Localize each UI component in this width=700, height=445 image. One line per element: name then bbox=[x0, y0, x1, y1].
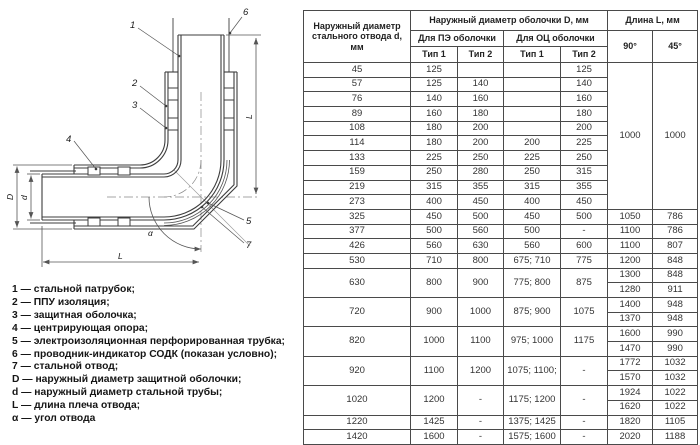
table-cell: 1100 bbox=[608, 224, 653, 239]
header-steel-diameter: Наружный диаметр стального отвода d, мм bbox=[304, 11, 411, 63]
legend bbox=[12, 284, 304, 426]
table-cell: 1420 bbox=[304, 430, 411, 445]
callout-dots bbox=[95, 32, 232, 209]
table-cell: 1425 bbox=[411, 415, 458, 430]
legend-item: d — наружный диаметр стальной трубы; bbox=[12, 387, 223, 399]
table-cell: 990 bbox=[653, 327, 698, 342]
table-cell: 125 bbox=[561, 63, 608, 78]
table-cell: 848 bbox=[653, 268, 698, 283]
table-cell: 250 bbox=[411, 165, 458, 180]
table-cell: 325 bbox=[304, 209, 411, 224]
table-row bbox=[304, 268, 698, 283]
table-cell: 180 bbox=[561, 107, 608, 122]
table-cell: 250 bbox=[504, 165, 561, 180]
table-row bbox=[304, 386, 698, 401]
table-cell: 1000 bbox=[458, 298, 504, 327]
header-casing-diameter: Наружный диаметр оболочки D, мм bbox=[411, 11, 608, 31]
table-cell: 1575; 1600 bbox=[504, 430, 561, 445]
table-cell: 775; 800 bbox=[504, 268, 561, 297]
table-cell: 800 bbox=[458, 253, 504, 268]
table-cell: 1175; 1200 bbox=[504, 386, 561, 415]
table-cell: 450 bbox=[458, 195, 504, 210]
table-cell: - bbox=[561, 430, 608, 445]
table-cell: 450 bbox=[411, 209, 458, 224]
table-cell: 800 bbox=[411, 268, 458, 297]
table-cell: - bbox=[561, 356, 608, 385]
table-cell: 400 bbox=[504, 195, 561, 210]
table-cell: 315 bbox=[504, 180, 561, 195]
table-cell: 530 bbox=[304, 253, 411, 268]
dim-label-d: d bbox=[19, 195, 29, 200]
table-cell: 426 bbox=[304, 239, 411, 254]
table-cell: - bbox=[561, 224, 608, 239]
table-cell: 500 bbox=[411, 224, 458, 239]
callout-5: 5 bbox=[246, 216, 252, 227]
table-cell: 1820 bbox=[608, 415, 653, 430]
table-cell: 1105 bbox=[653, 415, 698, 430]
header-length: Длина L, мм bbox=[608, 11, 698, 31]
table-cell: 140 bbox=[411, 92, 458, 107]
table-cell: 200 bbox=[458, 121, 504, 136]
miter-line bbox=[174, 170, 250, 246]
table-cell: 630 bbox=[458, 239, 504, 254]
table-cell: 225 bbox=[504, 151, 561, 166]
table-cell: 2020 bbox=[608, 430, 653, 445]
callout-3: 3 bbox=[132, 100, 138, 111]
table-cell: 1000 bbox=[411, 327, 458, 356]
table-cell: 720 bbox=[304, 298, 411, 327]
dim-label-D: D bbox=[5, 193, 15, 200]
table-cell: - bbox=[561, 415, 608, 430]
table-cell: 180 bbox=[411, 136, 458, 151]
table-cell: 125 bbox=[411, 63, 458, 78]
table-cell bbox=[504, 77, 561, 92]
table-cell: 900 bbox=[458, 268, 504, 297]
legend-item: D — наружный диаметр защитной оболочки; bbox=[12, 374, 242, 386]
table-cell: 675; 710 bbox=[504, 253, 561, 268]
table-cell: - bbox=[561, 386, 608, 415]
table-cell: 1000 bbox=[653, 63, 698, 210]
table-row bbox=[304, 415, 698, 430]
table-cell: 1075; 1100; bbox=[504, 356, 561, 385]
table-cell: 133 bbox=[304, 151, 411, 166]
table-cell bbox=[504, 121, 561, 136]
table-cell: 1032 bbox=[653, 371, 698, 386]
table-cell: 630 bbox=[304, 268, 411, 297]
table-cell: 76 bbox=[304, 92, 411, 107]
table-cell: 1400 bbox=[608, 298, 653, 313]
table-cell: 1032 bbox=[653, 356, 698, 371]
table-cell: 1100 bbox=[458, 327, 504, 356]
header-pe-type1: Тип 1 bbox=[411, 47, 458, 63]
table-cell: 200 bbox=[561, 121, 608, 136]
table-cell: 1188 bbox=[653, 430, 698, 445]
table-cell: 786 bbox=[653, 224, 698, 239]
table-cell: 848 bbox=[653, 253, 698, 268]
legend-item: 5 — электроизоляционная перфорированная трубка; bbox=[12, 335, 285, 347]
table-cell: 1220 bbox=[304, 415, 411, 430]
table-cell: 1924 bbox=[608, 386, 653, 401]
legend-item: α — угол отвода bbox=[12, 413, 96, 425]
table-cell: 1100 bbox=[411, 356, 458, 385]
table-row bbox=[304, 224, 698, 239]
table-cell: 89 bbox=[304, 107, 411, 122]
table-cell: 500 bbox=[458, 209, 504, 224]
table-cell: 160 bbox=[458, 92, 504, 107]
header-oc-type1: Тип 1 bbox=[504, 47, 561, 63]
spec-table-panel bbox=[303, 10, 698, 445]
table-cell: 57 bbox=[304, 77, 411, 92]
table-cell: 1600 bbox=[608, 327, 653, 342]
table-cell: 1600 bbox=[411, 430, 458, 445]
callout-4: 4 bbox=[66, 134, 72, 145]
table-cell: 1022 bbox=[653, 386, 698, 401]
callout-leaders bbox=[74, 17, 244, 243]
table-cell bbox=[458, 63, 504, 78]
table-cell: 990 bbox=[653, 342, 698, 357]
table-cell: 1375; 1425 bbox=[504, 415, 561, 430]
legend-item: 6 — проводник-индикатор СОДК (показан условно); bbox=[12, 348, 278, 360]
table-cell: 160 bbox=[411, 107, 458, 122]
header-90deg: 90° bbox=[608, 31, 653, 63]
elbow-drawing-panel bbox=[2, 2, 302, 280]
header-pe-casing: Для ПЭ оболочки bbox=[411, 31, 504, 47]
header-oc-casing: Для ОЦ оболочки bbox=[504, 31, 608, 47]
callout-1: 1 bbox=[130, 20, 136, 31]
table-cell: 948 bbox=[653, 312, 698, 327]
legend-item: 7 — стальной отвод; bbox=[12, 361, 119, 373]
table-cell: 1280 bbox=[608, 283, 653, 298]
table-cell: 1200 bbox=[608, 253, 653, 268]
table-cell: 140 bbox=[561, 77, 608, 92]
header-pe-type2: Тип 2 bbox=[458, 47, 504, 63]
table-cell: 560 bbox=[458, 224, 504, 239]
table-cell: 1300 bbox=[608, 268, 653, 283]
table-cell bbox=[504, 63, 561, 78]
table-row bbox=[304, 327, 698, 342]
table-cell: 900 bbox=[411, 298, 458, 327]
table-cell: 450 bbox=[504, 209, 561, 224]
table-row bbox=[304, 253, 698, 268]
table-cell: 1100 bbox=[608, 239, 653, 254]
table-cell: - bbox=[458, 430, 504, 445]
table-cell: 1772 bbox=[608, 356, 653, 371]
legend-item: 4 — центрирующая опора; bbox=[12, 322, 149, 334]
table-cell: 500 bbox=[504, 224, 561, 239]
table-cell bbox=[504, 92, 561, 107]
table-row bbox=[304, 63, 698, 78]
callout-2: 2 bbox=[132, 78, 138, 89]
legend-item: 1 — стальной патрубок; bbox=[12, 284, 135, 295]
elbow-drawing bbox=[2, 2, 302, 280]
table-cell: 315 bbox=[561, 165, 608, 180]
header-45deg: 45° bbox=[653, 31, 698, 63]
table-cell: 377 bbox=[304, 224, 411, 239]
table-cell: 1020 bbox=[304, 386, 411, 415]
legend-item: 3 — защитная оболочка; bbox=[12, 309, 137, 321]
table-cell: 911 bbox=[653, 283, 698, 298]
legend-item: 2 — ППУ изоляция; bbox=[12, 296, 110, 308]
table-row bbox=[304, 209, 698, 224]
table-cell: 600 bbox=[561, 239, 608, 254]
table-cell: 180 bbox=[411, 121, 458, 136]
table-cell: 250 bbox=[561, 151, 608, 166]
dim-label-alpha: α bbox=[148, 228, 153, 238]
table-cell bbox=[504, 107, 561, 122]
table-cell: 1000 bbox=[608, 63, 653, 210]
table-cell: 560 bbox=[411, 239, 458, 254]
table-cell: 200 bbox=[458, 136, 504, 151]
spec-table-body bbox=[304, 63, 698, 445]
steel-pipe bbox=[42, 35, 224, 220]
callout-7: 7 bbox=[246, 240, 252, 251]
table-cell: 250 bbox=[458, 151, 504, 166]
table-cell: 820 bbox=[304, 327, 411, 356]
table-cell: 159 bbox=[304, 165, 411, 180]
table-cell: 500 bbox=[561, 209, 608, 224]
table-cell: 125 bbox=[411, 77, 458, 92]
table-cell: 1200 bbox=[458, 356, 504, 385]
table-cell: 875; 900 bbox=[504, 298, 561, 327]
table-cell: 180 bbox=[458, 107, 504, 122]
table-cell: 114 bbox=[304, 136, 411, 151]
table-cell: 200 bbox=[504, 136, 561, 151]
legend-item: L — длина плеча отвода; bbox=[12, 400, 141, 412]
table-cell: 108 bbox=[304, 121, 411, 136]
dim-label-L-right: L bbox=[244, 114, 254, 119]
spec-table bbox=[303, 10, 698, 445]
table-cell: - bbox=[458, 386, 504, 415]
table-cell: 775 bbox=[561, 253, 608, 268]
table-cell: 315 bbox=[411, 180, 458, 195]
table-cell: 1175 bbox=[561, 327, 608, 356]
table-cell: 400 bbox=[411, 195, 458, 210]
table-cell: 786 bbox=[653, 209, 698, 224]
table-row bbox=[304, 239, 698, 254]
table-cell: 450 bbox=[561, 195, 608, 210]
table-cell: 807 bbox=[653, 239, 698, 254]
table-cell: 975; 1000 bbox=[504, 327, 561, 356]
table-cell: 1050 bbox=[608, 209, 653, 224]
table-cell: 225 bbox=[411, 151, 458, 166]
table-cell: 280 bbox=[458, 165, 504, 180]
table-cell: 1620 bbox=[608, 400, 653, 415]
table-cell: 160 bbox=[561, 92, 608, 107]
table-cell: 225 bbox=[561, 136, 608, 151]
table-cell: 273 bbox=[304, 195, 411, 210]
table-cell: 355 bbox=[561, 180, 608, 195]
table-cell: 1075 bbox=[561, 298, 608, 327]
table-cell: 1470 bbox=[608, 342, 653, 357]
table-cell: 219 bbox=[304, 180, 411, 195]
table-cell: 560 bbox=[504, 239, 561, 254]
table-row bbox=[304, 356, 698, 371]
table-cell: 875 bbox=[561, 268, 608, 297]
table-row bbox=[304, 298, 698, 313]
table-cell: 1570 bbox=[608, 371, 653, 386]
table-cell: 1200 bbox=[411, 386, 458, 415]
table-cell: 140 bbox=[458, 77, 504, 92]
table-cell: 355 bbox=[458, 180, 504, 195]
dim-label-L-bottom: L bbox=[118, 251, 123, 261]
header-oc-type2: Тип 2 bbox=[561, 47, 608, 63]
table-cell: 948 bbox=[653, 298, 698, 313]
table-cell: 1370 bbox=[608, 312, 653, 327]
table-cell: 45 bbox=[304, 63, 411, 78]
callout-6: 6 bbox=[243, 7, 249, 18]
table-cell: 920 bbox=[304, 356, 411, 385]
sodk-wires bbox=[30, 18, 229, 223]
table-cell: - bbox=[458, 415, 504, 430]
table-cell: 710 bbox=[411, 253, 458, 268]
table-cell: 1022 bbox=[653, 400, 698, 415]
